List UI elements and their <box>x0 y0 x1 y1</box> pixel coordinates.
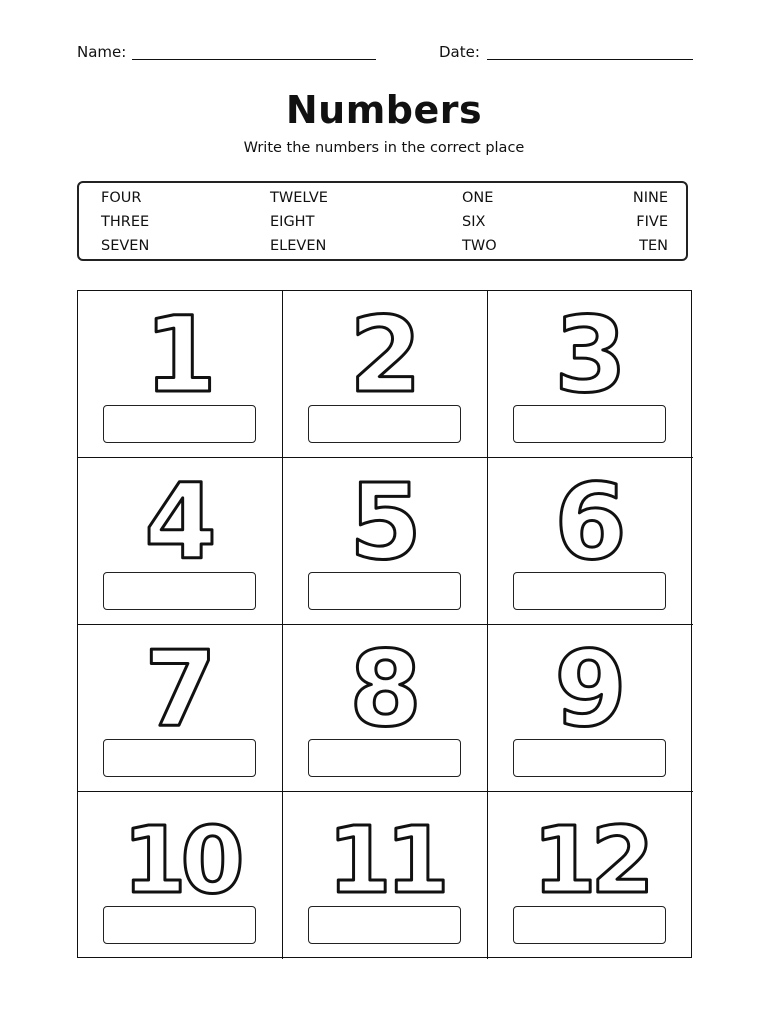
number-card <box>283 458 488 625</box>
answer-box[interactable] <box>308 572 461 610</box>
number-card <box>78 625 283 792</box>
outlined-numeral <box>78 291 283 401</box>
numeral-text: 6 <box>554 461 627 568</box>
number-card <box>283 625 488 792</box>
name-field[interactable] <box>132 59 376 60</box>
word-bank-word: FOUR <box>101 190 142 206</box>
word-bank-word: FIVE <box>636 214 668 230</box>
numeral-text: 1 <box>144 294 217 401</box>
number-grid <box>77 290 692 958</box>
page-title: Numbers <box>285 88 483 132</box>
answer-box[interactable] <box>513 405 666 443</box>
numeral-text: 10 <box>122 807 239 902</box>
outlined-numeral <box>78 792 283 902</box>
numeral-text: 2 <box>349 294 422 401</box>
number-card <box>283 291 488 458</box>
word-bank-word: ELEVEN <box>270 238 327 254</box>
answer-box[interactable] <box>103 739 256 777</box>
numeral-text: 11 <box>327 807 444 902</box>
word-bank-word: TEN <box>639 238 668 254</box>
outlined-numeral <box>283 792 488 902</box>
outlined-numeral <box>488 625 693 735</box>
outlined-numeral <box>488 458 693 568</box>
number-card <box>283 792 488 959</box>
word-bank-word: TWO <box>462 238 497 254</box>
answer-box[interactable] <box>513 572 666 610</box>
numeral-text: 4 <box>144 461 217 568</box>
numeral-text: 9 <box>554 628 627 735</box>
outlined-numeral <box>488 792 693 902</box>
word-bank-word: TWELVE <box>270 190 328 206</box>
word-bank-word: NINE <box>632 190 668 206</box>
word-bank-word: ONE <box>462 190 494 206</box>
numeral-text: 8 <box>349 628 422 735</box>
numeral-text: 5 <box>349 461 422 568</box>
numeral-text: 3 <box>554 294 627 401</box>
instructions: Write the numbers in the correct place <box>243 140 525 156</box>
number-card <box>78 792 283 959</box>
answer-box[interactable] <box>103 906 256 944</box>
word-bank-word: EIGHT <box>270 214 315 230</box>
number-card <box>488 792 693 959</box>
outlined-numeral <box>283 625 488 735</box>
answer-box[interactable] <box>513 906 666 944</box>
word-bank-word: SIX <box>462 214 486 230</box>
number-card <box>78 291 283 458</box>
outlined-numeral <box>78 625 283 735</box>
number-card <box>78 458 283 625</box>
outlined-numeral <box>283 458 488 568</box>
number-card <box>488 458 693 625</box>
date-label: Date: <box>439 43 480 61</box>
number-card <box>488 291 693 458</box>
header-row <box>0 42 768 64</box>
numeral-text: 12 <box>532 807 649 902</box>
number-card <box>488 625 693 792</box>
outlined-numeral <box>78 458 283 568</box>
outlined-numeral <box>488 291 693 401</box>
answer-box[interactable] <box>103 572 256 610</box>
word-bank <box>77 181 688 261</box>
answer-box[interactable] <box>308 906 461 944</box>
outlined-numeral <box>283 291 488 401</box>
numeral-text: 7 <box>144 628 217 735</box>
date-field[interactable] <box>487 59 693 60</box>
name-label: Name: <box>77 43 127 61</box>
answer-box[interactable] <box>308 739 461 777</box>
word-bank-word: SEVEN <box>101 238 150 254</box>
word-bank-word: THREE <box>101 214 150 230</box>
answer-box[interactable] <box>103 405 256 443</box>
answer-box[interactable] <box>308 405 461 443</box>
answer-box[interactable] <box>513 739 666 777</box>
